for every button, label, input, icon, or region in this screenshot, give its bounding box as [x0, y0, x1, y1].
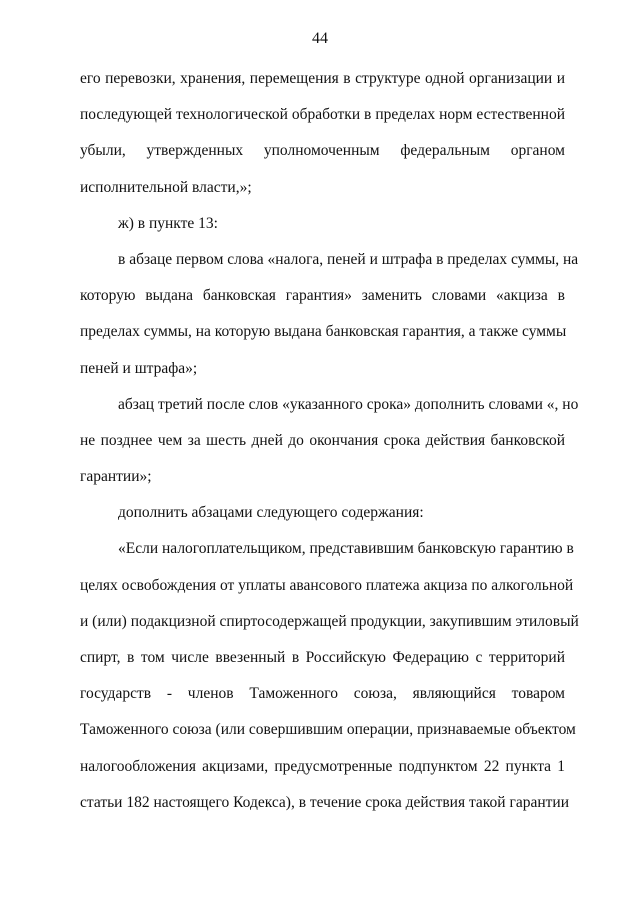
page-number: 44: [312, 30, 328, 47]
text-line: дополнить абзацами следующего содержания:: [118, 504, 424, 522]
text-line: его перевозки, хранения, перемещения в структуре одной организации и: [80, 70, 565, 87]
text-line: статьи 182 настоящего Кодекса), в течение срока действия такой гарантии: [80, 793, 569, 811]
text-line: не позднее чем за шесть дней до окончания срока действия банковской: [80, 431, 565, 449]
text-line: последующей технологической обработки в пределах норм естественной: [80, 106, 565, 124]
text-line: убыли, утвержденных уполномоченным федеральным органом: [80, 142, 565, 160]
text-line: пределах суммы, на которую выдана банковская гарантия, а также суммы: [80, 323, 567, 341]
text-line: спирт, в том числе ввезенный в Российскую Федерацию с территорий: [80, 649, 565, 666]
text-line: и (или) подакцизной спиртосодержащей продукции, закупившим этиловый: [80, 612, 579, 630]
text-line: исполнительной власти,»;: [80, 178, 252, 196]
text-line: налогообложения акцизами, предусмотренные подпунктом 22 пункта 1: [80, 757, 565, 775]
text-line: целях освобождения от уплаты авансового платежа акциза по алкогольной: [80, 576, 574, 594]
text-line: гарантии»;: [80, 468, 152, 486]
text-line: государств - членов Таможенного союза, являющийся товаром: [80, 685, 565, 703]
text-line: абзац третий после слов «указанного срока» дополнить словами «, но: [118, 395, 579, 413]
text-line: которую выдана банковская гарантия» заменить словами «акциза в: [80, 287, 565, 305]
text-line: пеней и штрафа»;: [80, 359, 198, 377]
text-line: Таможенного союза (или совершившим операции, признаваемые объектом: [80, 721, 576, 739]
document-body: [80, 61, 579, 821]
text-line: «Если налогоплательщиком, представившим банковскую гарантию в: [118, 540, 574, 558]
text-line: в абзаце первом слова «налога, пеней и штрафа в пределах суммы, на: [118, 250, 579, 268]
text-line: ж) в пункте 13:: [118, 214, 218, 232]
